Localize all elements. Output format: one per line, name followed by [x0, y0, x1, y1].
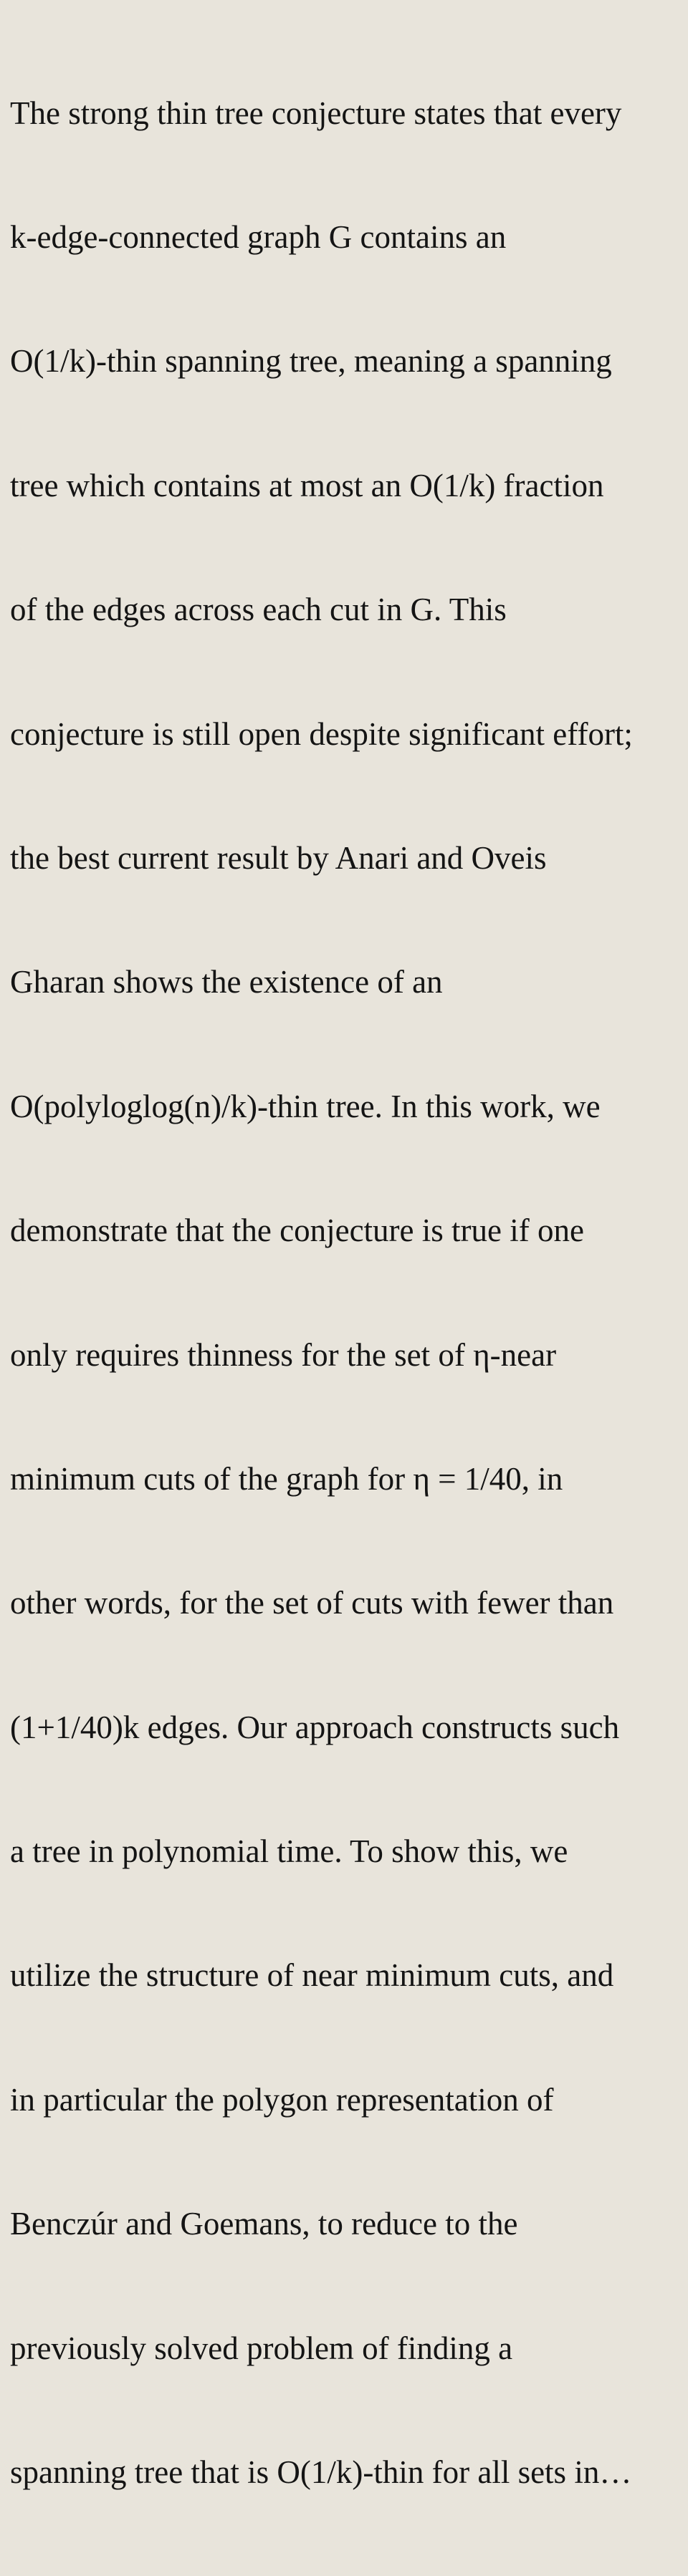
- text-line: (1+1/40)k edges. Our approach constructs such: [10, 1709, 620, 1745]
- text-line: O(1/k)-thin spanning tree, meaning a spanning: [10, 343, 612, 380]
- text-line: only requires thinness for the set of η-near: [10, 1336, 557, 1373]
- text-line: Benczúr and Goemans, to reduce to the: [10, 2206, 518, 2242]
- text-line: the best current result by Anari and Oveis: [10, 839, 547, 876]
- text-line: demonstrate that the conjecture is true if one: [10, 1212, 584, 1249]
- text-line: minimum cuts of the graph for η = 1/40, in: [10, 1460, 563, 1497]
- text-line: previously solved problem of finding a: [10, 2330, 513, 2366]
- text-line: O(polyloglog(n)/k)-thin tree. In this work, we: [10, 1088, 601, 1124]
- text-line: k-edge-connected graph G contains an: [10, 218, 507, 255]
- text-line: The strong thin tree conjecture states that every: [10, 95, 622, 131]
- text-line: utilize the structure of near minimum cuts, and: [10, 1957, 614, 1994]
- abstract-text: [10, 10, 682, 2576]
- text-line: tree which contains at most an O(1/k) fraction: [10, 467, 604, 503]
- text-line: spanning tree that is O(1/k)-thin for all sets in…: [10, 2454, 632, 2491]
- text-line: other words, for the set of cuts with fewer than: [10, 1585, 614, 1621]
- text-line: Gharan shows the existence of an: [10, 964, 443, 1000]
- text-line: in particular the polygon representation of: [10, 2081, 554, 2118]
- text-line: of the edges across each cut in G. This: [10, 592, 507, 628]
- text-line: a tree in polynomial time. To show this, we: [10, 1833, 568, 1870]
- text-line: conjecture is still open despite significant effort;: [10, 715, 633, 752]
